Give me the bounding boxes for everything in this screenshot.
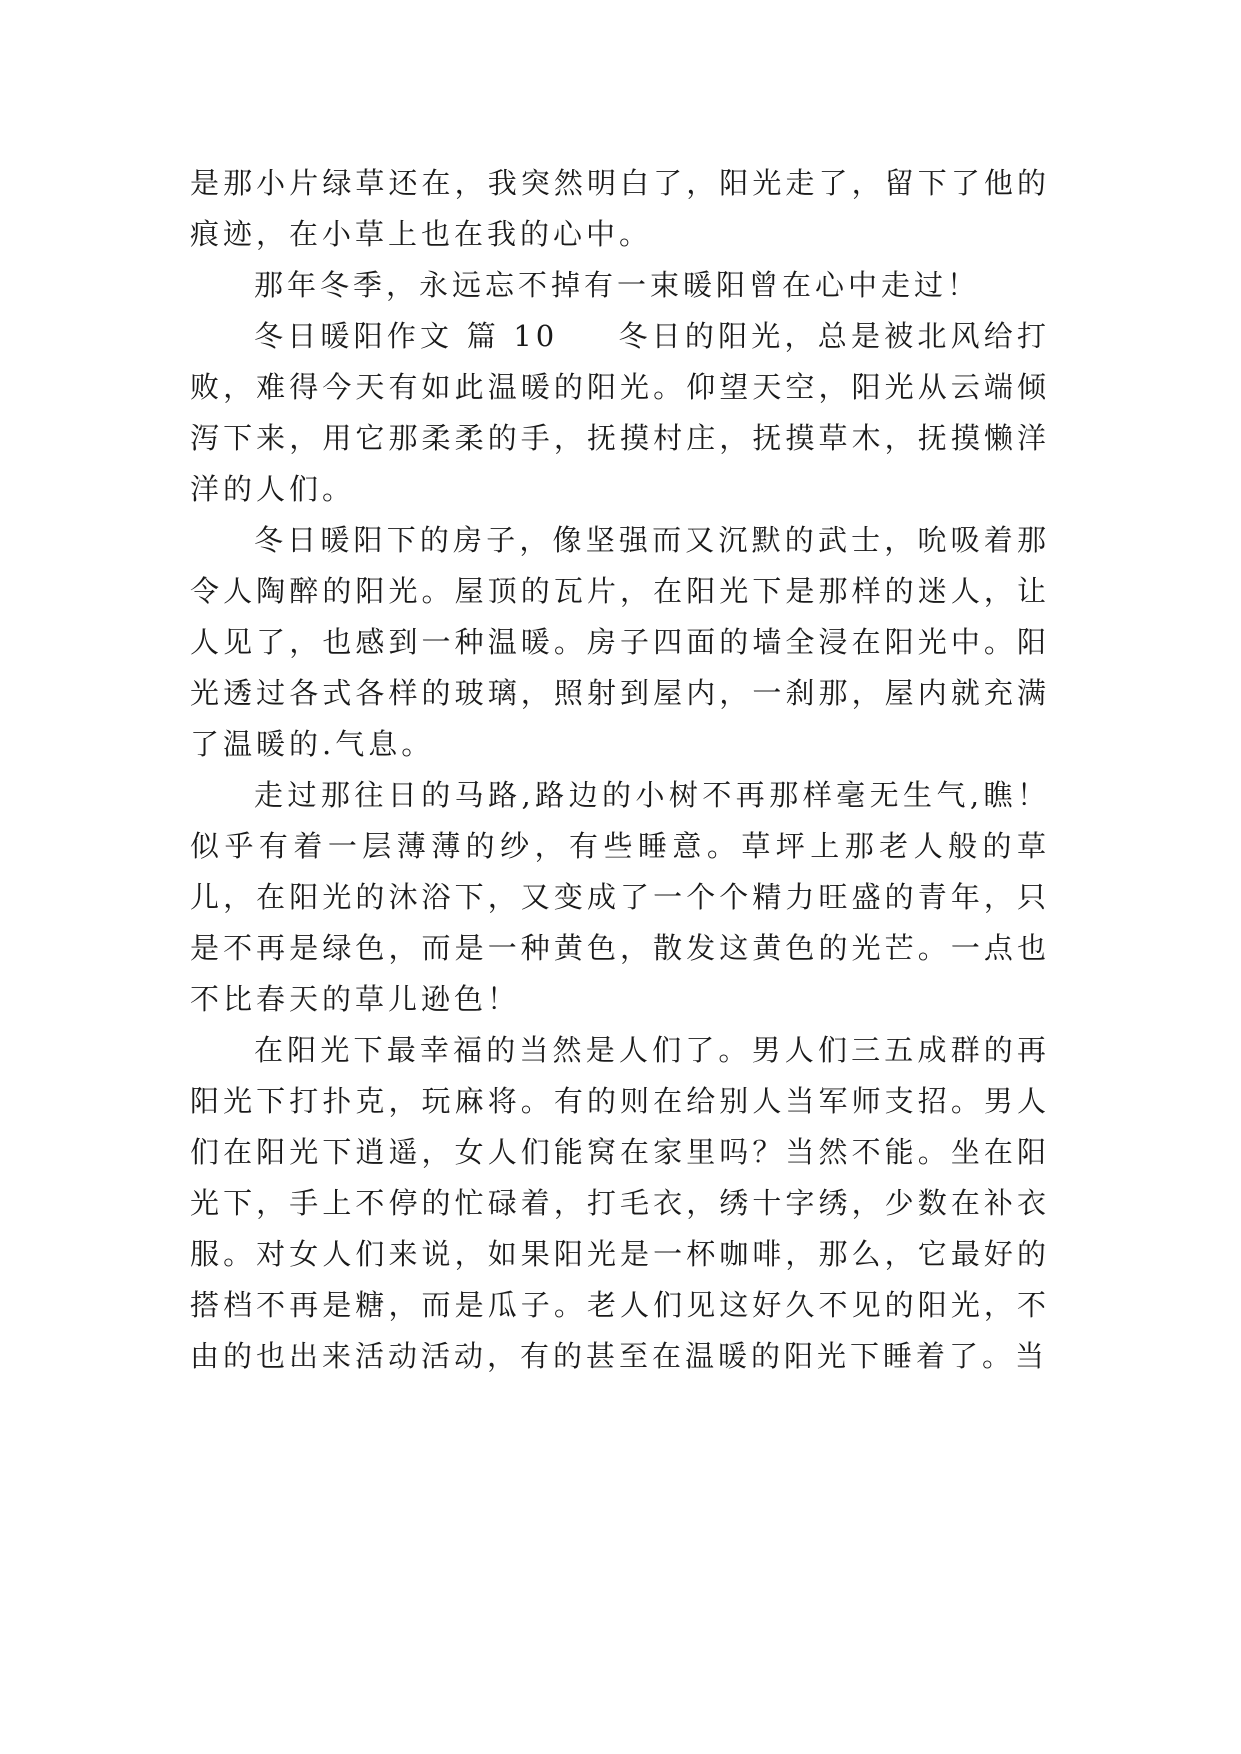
paragraph-people: 在阳光下最幸福的当然是人们了。男人们三五成群的再阳光下打扑克，玩麻将。有的则在给别人当军师支招。男人们在阳光下逍遥，女人们能窝在家里吗？当然不能。坐在阳光下，手上不停的忙碌着，打毛衣，绣十字绣，少数在补衣服。对女人们来说，如果阳光是一杯咖啡，那么，它最好的搭档不再是糖，而是瓜子。老人们见这好久不见的阳光，不由的也出来活动活动，有的甚至在温暖的阳光下睡着了。当 xyxy=(190,1033,1050,1373)
paragraph-road: 走过那往日的马路,路边的小树不再那样毫无生气,瞧！似乎有着一层薄薄的纱，有些睡意。草坪上那老人般的草儿，在阳光的沐浴下，又变成了一个个精力旺盛的青年，只是不再是绿色，而是一种黄色，散发这黄色的光芒。一点也不比春天的草儿逊色！ xyxy=(190,778,1050,1016)
section-title: 冬日暖阳作文 篇 10 xyxy=(254,319,559,353)
paragraph-houses: 冬日暖阳下的房子，像坚强而又沉默的武士，吮吸着那令人陶醉的阳光。屋顶的瓦片，在阳光下是那样的迷人，让人见了，也感到一种温暖。房子四面的墙全浸在阳光中。阳光透过各式各样的玻璃，照射到屋内，一刹那，屋内就充满了温暖的.气息。 xyxy=(190,523,1050,761)
section-paragraph xyxy=(190,311,1050,515)
section-first-text: 冬日的阳光，总是被北风给打败，难得今天有如此温暖的阳光。仰望天空，阳光从云端倾泻下来，用它那柔柔的手，抚摸村庄，抚摸草木，抚摸懒洋洋的人们。 xyxy=(190,319,1050,506)
document-body xyxy=(190,158,1050,1382)
paragraph-closing-line: 那年冬季，永远忘不掉有一束暖阳曾在心中走过！ xyxy=(254,268,981,302)
paragraph-continuation: 是那小片绿草还在，我突然明白了，阳光走了，留下了他的痕迹，在小草上也在我的心中。 xyxy=(190,166,1050,251)
